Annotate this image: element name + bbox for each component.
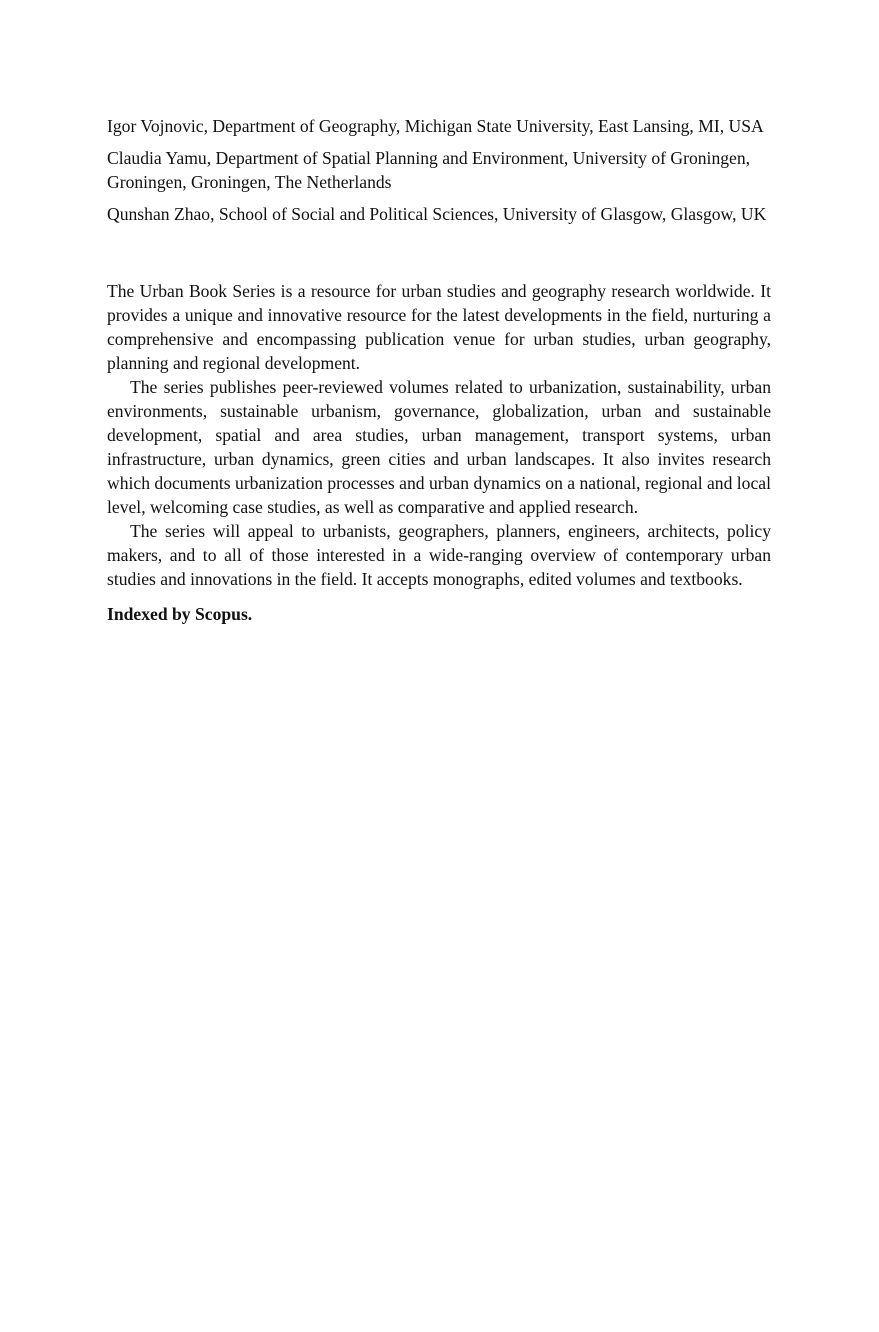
description-paragraph: The series publishes peer-reviewed volumes related to urbanization, sustainability, urban environments, sustainable urbanism, governance, globalization, urban and sustainable development, spatial and area studies, urban management, transport systems, urban infrastructure, urban dynamics, green cities and urban landscapes. It also invites research which documents urbanization processes and urban dynamics on a national, regional and local level, welcoming case studies, as well as comparative and applied research. <box>107 377 771 517</box>
editor-list <box>107 114 771 226</box>
page-content <box>107 114 771 644</box>
indexed-note: Indexed by Scopus. <box>107 604 253 624</box>
editor-entry: Claudia Yamu, Department of Spatial Planning and Environment, University of Groningen, Groningen, Groningen, The Netherlands <box>107 148 751 192</box>
series-description <box>107 279 771 591</box>
description-paragraph: The series will appeal to urbanists, geographers, planners, engineers, architects, policy makers, and to all of those interested in a wide-ranging overview of contemporary urban studies and innovations in the field. It accepts monographs, edited volumes and textbooks. <box>107 521 771 589</box>
editor-entry: Qunshan Zhao, School of Social and Political Sciences, University of Glasgow, Glasgow, UK <box>107 204 767 224</box>
description-paragraph: The Urban Book Series is a resource for urban studies and geography research worldwide. It provides a unique and innovative resource for the latest developments in the field, nurturing a comprehensive and encompassing publication venue for urban studies, urban geography, planning and regional development. <box>107 281 771 373</box>
editor-entry: Igor Vojnovic, Department of Geography, Michigan State University, East Lansing, MI, USA <box>107 116 764 136</box>
